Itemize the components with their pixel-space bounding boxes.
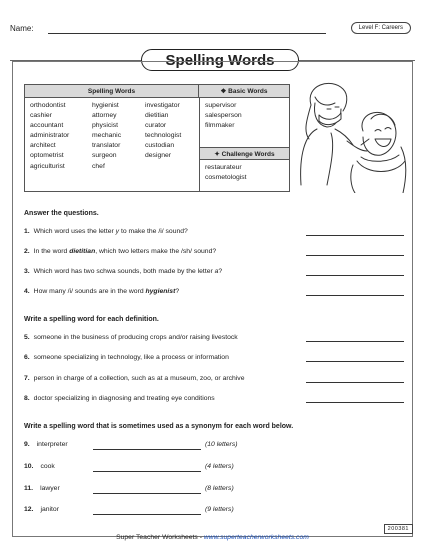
question-text: Which word has two schwa sounds, both made by the letter a? (33, 268, 223, 275)
question-3 (24, 268, 222, 275)
synonym-word: lawyer (40, 485, 60, 492)
question-number: 4. (24, 288, 30, 295)
answer-line-5[interactable] (306, 341, 404, 342)
question-text: doctor specializing in diagnosing and treating eye conditions (33, 395, 215, 402)
dentist-illustration (291, 75, 409, 193)
spelling-word: attorney (92, 112, 117, 120)
letter-hint: (9 letters) (205, 506, 234, 513)
word-box-divider (199, 85, 200, 191)
question-text: someone in the business of producing crops and/or raising livestock (33, 334, 238, 341)
spelling-word: supervisor (205, 102, 237, 109)
question-8 (24, 395, 215, 402)
spelling-word: chef (92, 162, 105, 170)
letter-hint: (8 letters) (205, 485, 234, 492)
answer-line-8[interactable] (306, 402, 404, 403)
spelling-word: dietitian (145, 112, 169, 120)
spelling-word: orthodontist (30, 102, 66, 109)
question-text: Which word uses the letter y to make the /i/ sound? (33, 228, 188, 235)
spelling-word: salesperson (205, 112, 242, 120)
word-box (24, 84, 290, 192)
spelling-word: accountant (30, 122, 64, 130)
spelling-word: hygienist (92, 102, 119, 109)
answer-line-3[interactable] (306, 275, 404, 276)
answer-line-2[interactable] (306, 255, 404, 256)
question-number: 5. (24, 334, 30, 341)
question-1 (24, 228, 188, 235)
word-column-2 (92, 101, 121, 172)
question-6 (24, 354, 229, 361)
footer-text: Super Teacher Worksheets - (116, 534, 204, 541)
question-number: 2. (24, 248, 30, 255)
synonym-item-11 (24, 485, 60, 492)
spelling-word: optometrist (30, 152, 64, 160)
question-text: In the word dietitian, which two letters make the /sh/ sound? (33, 248, 217, 255)
spelling-word: technologist (145, 132, 182, 140)
synonym-word: janitor (40, 506, 59, 513)
spelling-word: surgeon (92, 152, 117, 160)
spelling-word: curator (145, 122, 167, 130)
spelling-word: investigator (145, 102, 180, 109)
question-number: 1. (24, 228, 30, 235)
header-row (10, 22, 415, 38)
item-number: 12. (24, 506, 34, 513)
question-number: 6. (24, 354, 30, 361)
section-2-heading: Write a spelling word for each definition. (24, 316, 159, 323)
name-label: Name: (10, 24, 34, 33)
answer-line-1[interactable] (306, 235, 404, 236)
question-text: person in charge of a collection, such as at a museum, zoo, or archive (33, 375, 245, 382)
footer (0, 534, 425, 541)
spelling-word: mechanic (92, 132, 122, 140)
spelling-word: architect (30, 142, 56, 150)
word-column-3 (145, 101, 181, 162)
synonym-answer-line-11[interactable] (93, 493, 201, 494)
question-number: 8. (24, 395, 30, 402)
spelling-word: cosmetologist (205, 174, 247, 182)
item-number: 11. (24, 485, 34, 492)
question-number: 7. (24, 375, 30, 382)
question-7 (24, 375, 245, 382)
challenge-words-column (205, 163, 247, 183)
spelling-word: restaurateur (205, 164, 242, 171)
synonym-item-9 (24, 441, 68, 448)
spelling-word: designer (145, 152, 172, 160)
basic-words-header: ❖ Basic Words (199, 85, 289, 98)
basic-words-column (205, 101, 242, 131)
question-text: How many /i/ sounds are in the word hygienist? (33, 288, 180, 295)
challenge-words-header: ✦ Challenge Words (200, 147, 289, 160)
synonym-word: cook (40, 463, 55, 470)
answer-line-6[interactable] (306, 361, 404, 362)
name-field[interactable] (48, 33, 326, 34)
section-1-heading: Answer the questions. (24, 210, 99, 217)
footer-link[interactable]: www.superteacherworksheets.com (203, 534, 309, 541)
word-column-1 (30, 101, 69, 172)
synonym-item-12 (24, 506, 59, 513)
letter-hint: (4 letters) (205, 463, 234, 470)
spelling-word: agriculturist (30, 162, 65, 170)
synonym-answer-line-10[interactable] (93, 471, 201, 472)
spelling-word: custodian (145, 142, 175, 150)
question-5 (24, 334, 238, 341)
synonym-answer-line-12[interactable] (93, 514, 201, 515)
spelling-word: administrator (30, 132, 70, 140)
synonym-answer-line-9[interactable] (93, 449, 201, 450)
spelling-word: cashier (30, 112, 52, 120)
worksheet-code: 200381 (384, 524, 413, 534)
question-text: someone specializing in technology, like a process or information (33, 354, 229, 361)
question-4 (24, 288, 179, 295)
item-number: 10. (24, 463, 34, 470)
item-number: 9. (24, 441, 30, 448)
spelling-word: filmmaker (205, 122, 235, 130)
spelling-word: physicist (92, 122, 119, 130)
answer-line-4[interactable] (306, 295, 404, 296)
spelling-words-header: Spelling Words (25, 85, 199, 98)
letter-hint: (10 letters) (205, 441, 238, 448)
question-2 (24, 248, 216, 255)
synonym-item-10 (24, 463, 55, 470)
section-3-heading: Write a spelling word that is sometimes used as a synonym for each word below. (24, 423, 294, 430)
question-number: 3. (24, 268, 30, 275)
answer-line-7[interactable] (306, 382, 404, 383)
level-badge: Level F: Careers (351, 22, 411, 34)
synonym-word: interpreter (36, 441, 68, 448)
spelling-word: translator (92, 142, 121, 150)
page-title: Spelling Words (141, 49, 299, 71)
